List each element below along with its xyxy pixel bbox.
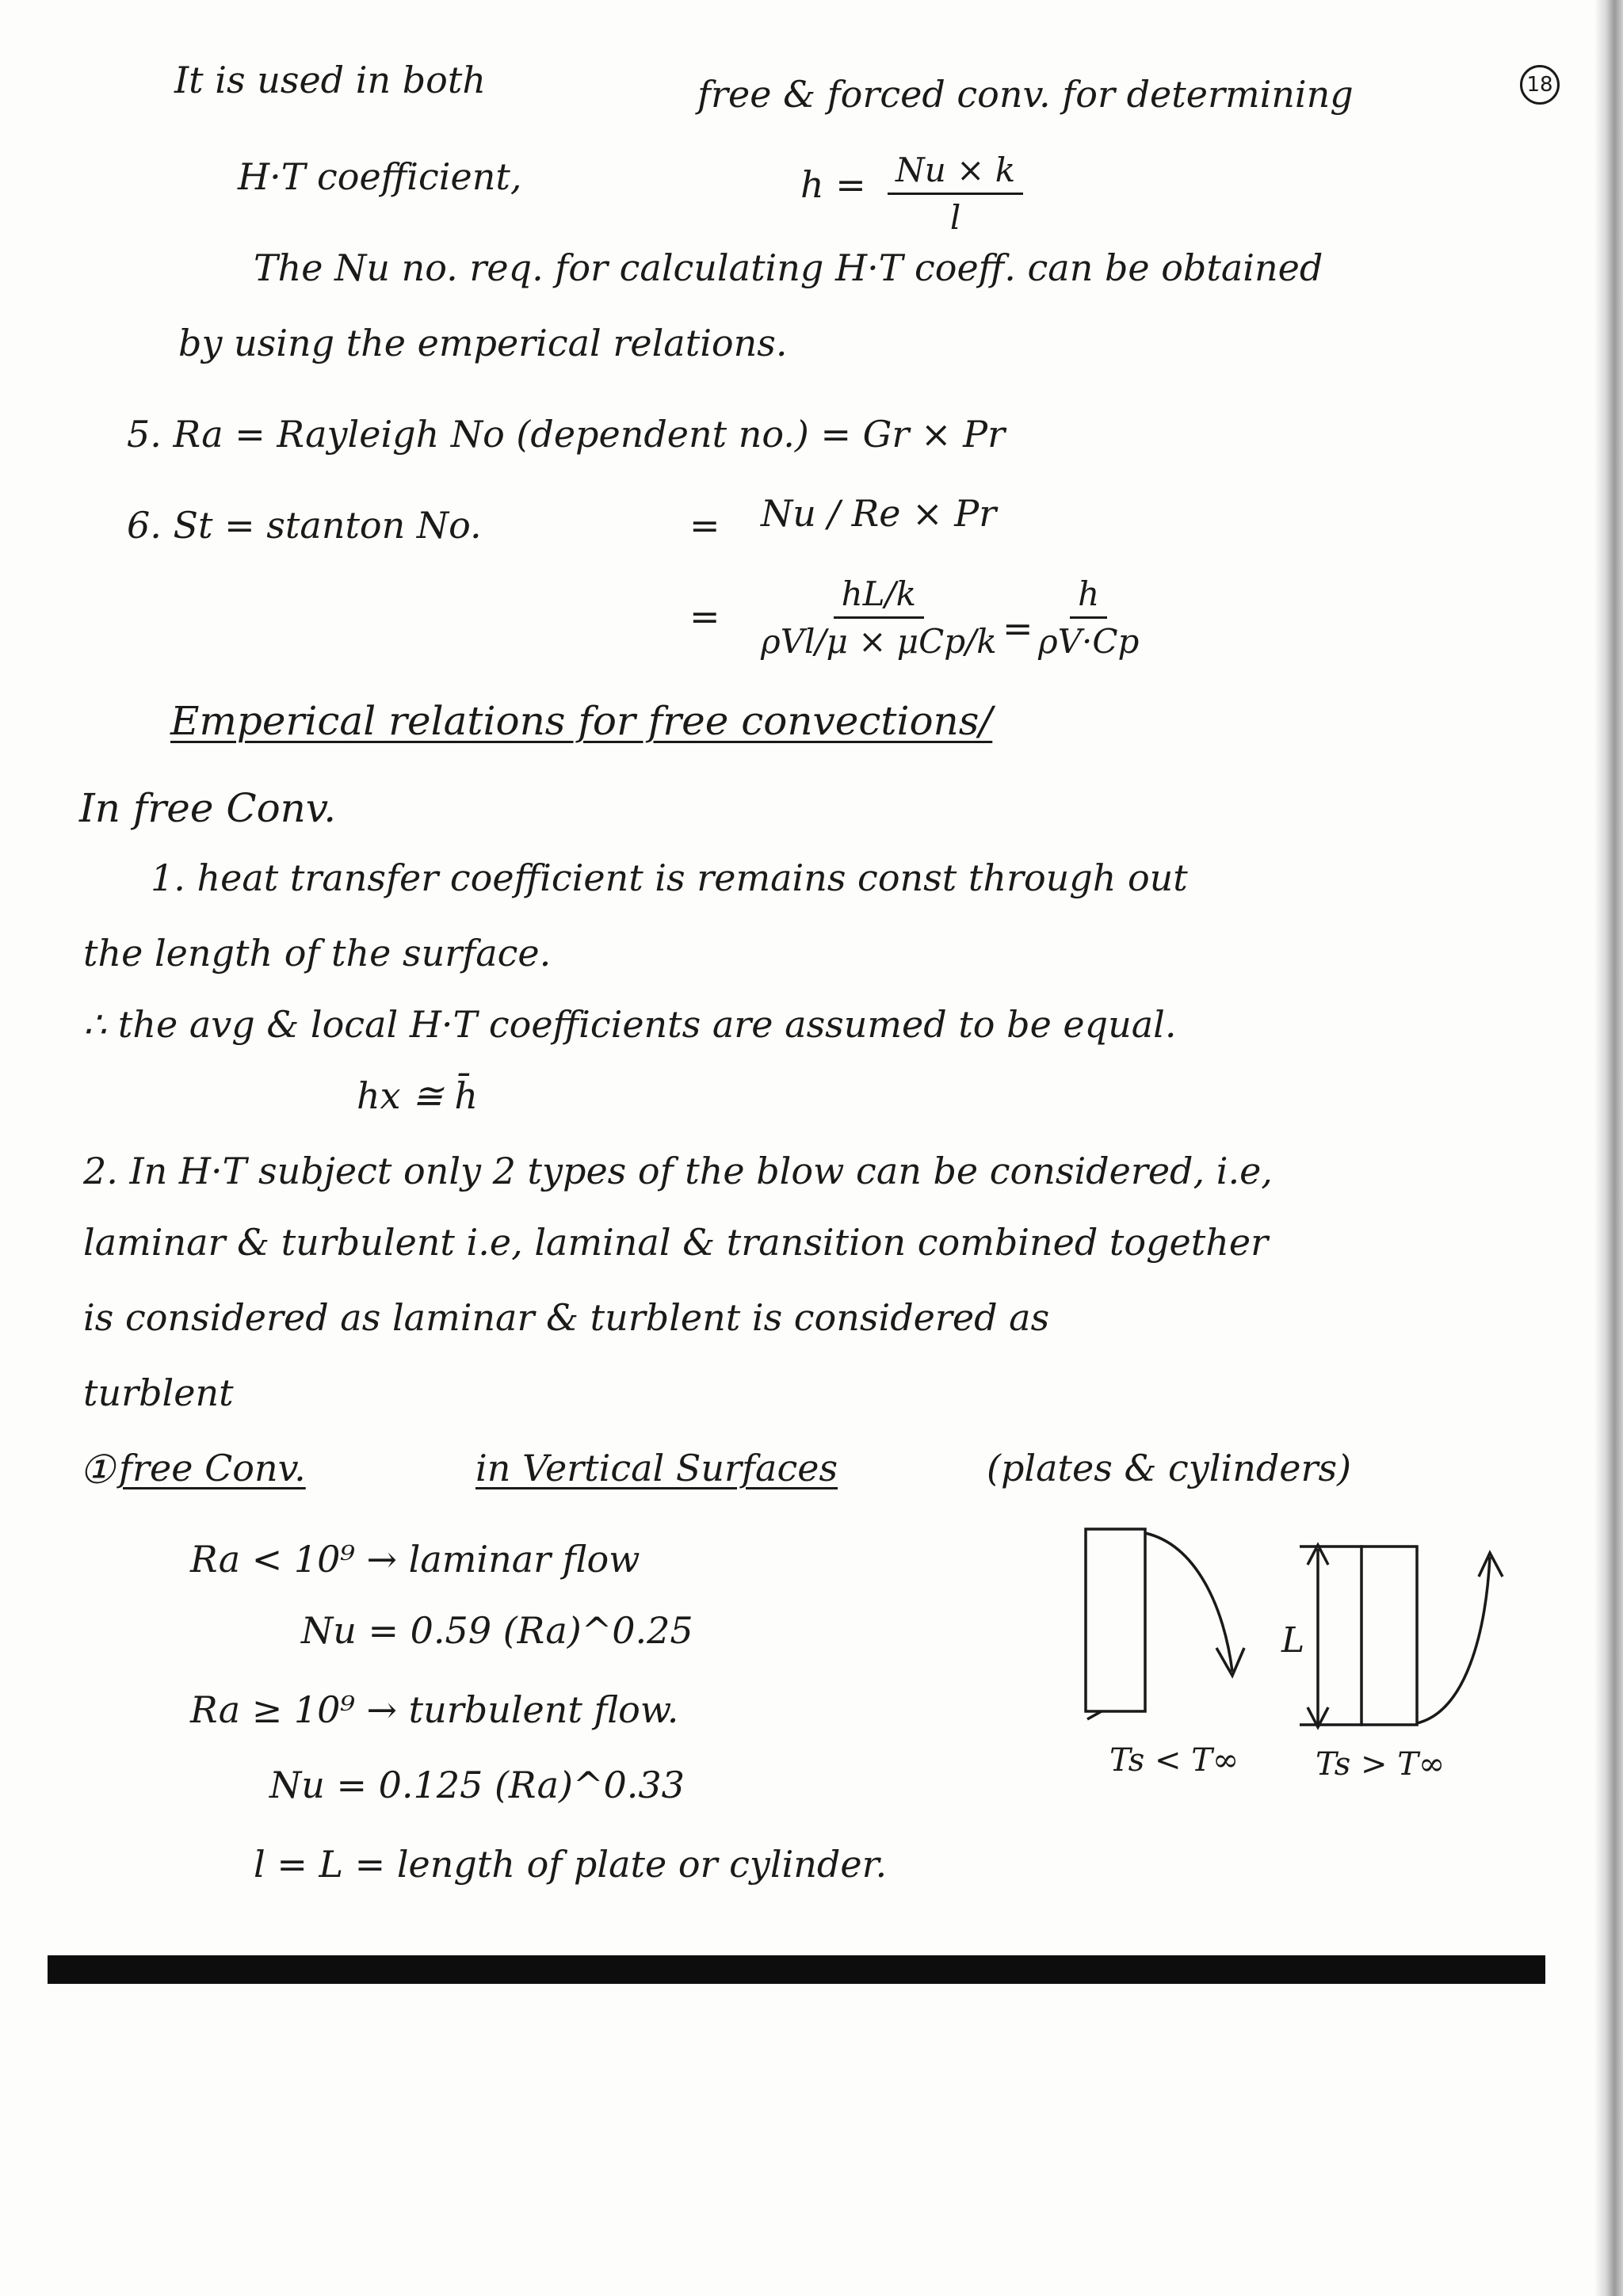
diagram-caption-right: Ts > T∞ (1316, 1746, 1445, 1783)
stanton-fraction-2-den: ρVl/μ × μCp/k (761, 622, 997, 661)
free-conv-p2-b: laminar & turbulent i.e, laminal & transition combined together (83, 1221, 1269, 1264)
free-conv-p1-c: ∴ the avg & local H·T coefficients are assumed to be equal. (83, 1003, 1177, 1046)
turbulent-condition: Ra ≥ 10⁹ → turbulent flow. (190, 1688, 679, 1731)
stanton-rhs: Nu / Re × Pr (761, 492, 997, 535)
diagram-label-L: L (1281, 1620, 1305, 1661)
free-conv-p1-a: 1. heat transfer coefficient is remains const through out (151, 856, 1188, 899)
intro-line1-b: free & forced conv. for determining (697, 73, 1354, 116)
stanton-fraction-3-num: h (1070, 574, 1107, 619)
vertical-heading-b: in Vertical Surfaces (475, 1447, 838, 1489)
intro-line2-h: h = (800, 163, 866, 206)
intro-line1-a: It is used in both (174, 59, 486, 101)
scan-black-bar (48, 1955, 1545, 1984)
stanton-eq: = (689, 504, 720, 547)
nu-formula-denominator: l (949, 198, 961, 237)
diagram-caption-left: Ts < T∞ (1109, 1742, 1239, 1779)
right-flow-curve (1417, 1557, 1490, 1723)
rayleigh-definition: 5. Ra = Rayleigh No (dependent no.) = Gr × Pr (127, 413, 1006, 456)
vertical-heading-num: ① (79, 1447, 115, 1493)
vertical-heading-a: free Conv. (119, 1447, 306, 1489)
intro-line4: by using the emperical relations. (178, 322, 788, 364)
laminar-nusselt: Nu = 0.59 (Ra)^0.25 (301, 1609, 693, 1652)
intro-line2-label: H·T coefficient, (238, 155, 522, 198)
intro-line3: The Nu no. req. for calculating H·T coeff. can be obtained (254, 246, 1323, 289)
free-conv-p1-d: hx ≅ h̄ (357, 1074, 478, 1117)
stanton-fraction-3-den: ρV·Cp (1038, 622, 1140, 661)
right-plate (1361, 1547, 1417, 1725)
free-conv-p2-d: turblent (83, 1371, 234, 1414)
stanton-eq3: = (1002, 607, 1033, 650)
stanton-fraction-2-num: hL/k (834, 574, 925, 619)
nu-formula-numerator: Nu × k (888, 151, 1023, 195)
free-conv-p1-b: the length of the surface. (83, 932, 552, 974)
heading-emperical-relations: Emperical relations for free convections/ (170, 698, 993, 744)
length-definition: l = L = length of plate or cylinder. (254, 1843, 888, 1886)
turbulent-nusselt: Nu = 0.125 (Ra)^0.33 (269, 1764, 685, 1806)
left-plate (1086, 1529, 1145, 1711)
vertical-heading-c: (plates & cylinders) (987, 1447, 1352, 1489)
laminar-condition: Ra < 10⁹ → laminar flow (190, 1538, 640, 1581)
free-conv-p2-a: 2. In H·T subject only 2 types of the blow can be considered, i.e, (83, 1150, 1273, 1192)
stanton-lhs: 6. St = stanton No. (127, 504, 482, 547)
free-conv-title: In free Conv. (79, 785, 337, 831)
page-number: 18 (1520, 65, 1560, 105)
stanton-eq2: = (689, 595, 720, 638)
free-conv-p2-c: is considered as laminar & turblent is considered as (83, 1296, 1050, 1339)
